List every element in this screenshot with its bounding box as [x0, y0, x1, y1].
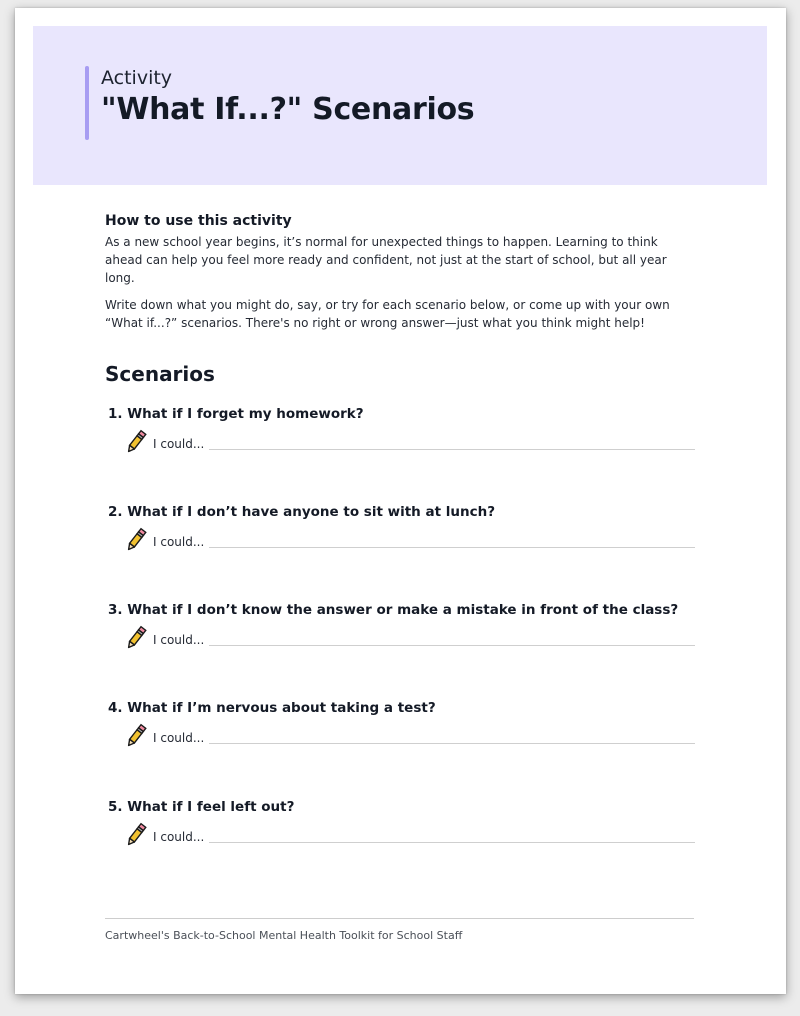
pencil-icon: [123, 429, 149, 455]
pencil-icon: [123, 625, 149, 651]
answer-line[interactable]: [209, 449, 695, 450]
scenario-question: 3. What if I don’t know the answer or make a mistake in front of the class?: [108, 602, 679, 618]
scenario-item: [108, 602, 700, 652]
worksheet-page: [15, 8, 786, 994]
answer-line[interactable]: [209, 842, 695, 843]
scenario-question: 2. What if I don’t have anyone to sit with at lunch?: [108, 504, 496, 520]
answer-row: [108, 724, 700, 750]
scenario-item: [108, 406, 700, 456]
footer-divider: [105, 918, 694, 919]
activity-label: Activity: [101, 67, 173, 89]
how-to-heading: How to use this activity: [105, 213, 292, 229]
pencil-icon: [123, 723, 149, 749]
page-title: "What If...?" Scenarios: [101, 92, 475, 127]
answer-line[interactable]: [209, 743, 695, 744]
scenario-question: 4. What if I’m nervous about taking a test?: [108, 700, 436, 716]
pencil-icon: [123, 527, 149, 553]
how-to-paragraph-2: Write down what you might do, say, or try for each scenario below, or come up with your own “What if...?” scenarios. There's no right or wrong answer—just what you think might help!: [105, 298, 670, 330]
scenario-item: [108, 504, 700, 554]
scenario-question: 5. What if I feel left out?: [108, 799, 295, 815]
answer-line[interactable]: [209, 645, 695, 646]
answer-row: [108, 626, 700, 652]
header-accent-bar: [85, 66, 89, 140]
answer-line[interactable]: [209, 547, 695, 548]
answer-prompt: I could...: [153, 437, 205, 451]
answer-row: [108, 528, 700, 554]
how-to-paragraph-1: As a new school year begins, it’s normal for unexpected things to happen. Learning to think ahead can help you feel more ready and confident, not just at the start of school, but all year long.: [105, 235, 667, 285]
answer-row: [108, 823, 700, 849]
answer-prompt: I could...: [153, 830, 205, 844]
answer-prompt: I could...: [153, 731, 205, 745]
answer-row: [108, 430, 700, 456]
scenario-item: [108, 700, 700, 750]
answer-prompt: I could...: [153, 535, 205, 549]
scenario-question: 1. What if I forget my homework?: [108, 406, 364, 422]
scenarios-heading: Scenarios: [105, 362, 215, 386]
how-to-section: [105, 213, 697, 341]
scenario-item: [108, 799, 700, 849]
answer-prompt: I could...: [153, 633, 205, 647]
pencil-icon: [123, 822, 149, 848]
footer-text: Cartwheel's Back-to-School Mental Health Toolkit for School Staff: [105, 929, 463, 942]
